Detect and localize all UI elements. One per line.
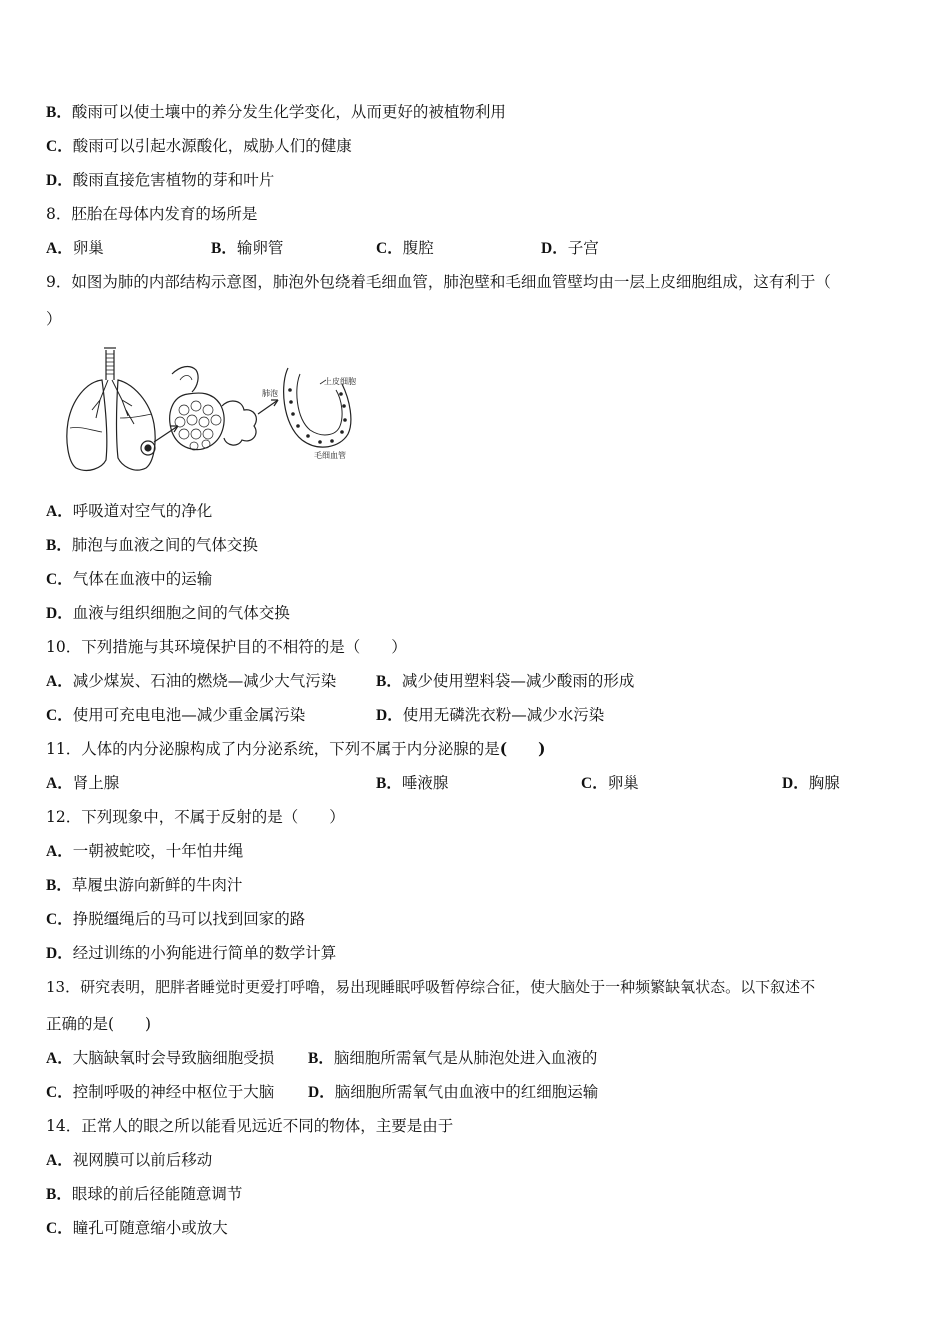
q13-options-row1 (46, 1048, 906, 1068)
q10-option-d: D．使用无磷洗衣粉—减少水污染 (376, 706, 605, 724)
q10-options-row1 (46, 671, 906, 691)
q11-option-d: D．胸腺 (782, 774, 840, 792)
label-alveolus: 肺泡 (262, 389, 278, 398)
q12-stem: 12．下列现象中，不属于反射的是（ ） (46, 808, 345, 826)
q13-option-a: A．大脑缺氧时会导致脑细胞受损 (46, 1049, 275, 1067)
q14-stem: 14．正常人的眼之所以能看见远近不同的物体，主要是由于 (46, 1117, 454, 1135)
q11-answer-paren: ( ) (499, 739, 546, 758)
lung-structure-figure (62, 340, 372, 476)
q11-option-a: A．肾上腺 (46, 774, 120, 792)
q9-option-c: C．气体在血液中的运输 (46, 570, 213, 588)
q14-option-c: C．瞳孔可随意缩小或放大 (46, 1219, 228, 1237)
q7-option-c: C．酸雨可以引起水源酸化，威胁人们的健康 (46, 137, 352, 155)
q11-stem: 11．人体的内分泌腺构成了内分泌系统，下列不属于内分泌腺的是( ) (46, 739, 546, 758)
q9-stem-end: ） (46, 310, 62, 328)
q13-options-row2 (46, 1082, 906, 1102)
label-epithelium: 上皮细胞 (324, 377, 356, 386)
q7-option-d: D．酸雨直接危害植物的芽和叶片 (46, 171, 275, 189)
q12-option-a: A．一朝被蛇咬，十年怕井绳 (46, 842, 244, 860)
q11-option-c: C．卵巢 (581, 774, 639, 792)
q12-option-d: D．经过训练的小狗能进行简单的数学计算 (46, 944, 337, 962)
q8-option-d: D．子宫 (541, 239, 599, 257)
q10-option-a: A．减少煤炭、石油的燃烧—减少大气污染 (46, 672, 337, 690)
q7-option-b: B．酸雨可以使土壤中的养分发生化学变化，从而更好的被植物利用 (46, 103, 506, 121)
q14-option-a: A．视网膜可以前后移动 (46, 1151, 213, 1169)
alveolus-bubbles (222, 401, 256, 445)
label-capillary: 毛细血管 (314, 451, 346, 460)
trachea (106, 350, 114, 380)
q10-stem: 10．下列措施与其环境保护目的不相符的是（ ） (46, 638, 407, 656)
q12-option-c: C．挣脱缰绳后的马可以找到回家的路 (46, 910, 306, 928)
q11-options (46, 773, 906, 793)
q8-option-c: C．腹腔 (376, 239, 434, 257)
q13-option-d: D．脑细胞所需氧气由血液中的红细胞运输 (308, 1083, 599, 1101)
q11-option-b: B．唾液腺 (376, 774, 449, 792)
q10-option-c: C．使用可充电电池—减少重金属污染 (46, 706, 306, 724)
q8-options (46, 238, 906, 258)
q13-option-b: B．脑细胞所需氧气是从肺泡处进入血液的 (308, 1049, 598, 1067)
q9-option-b: B．肺泡与血液之间的气体交换 (46, 536, 258, 554)
q9-option-a: A．呼吸道对空气的净化 (46, 502, 213, 520)
left-lung (67, 380, 107, 470)
q10-options-row2 (46, 705, 906, 725)
q8-option-b: B．输卵管 (211, 239, 284, 257)
q9-option-d: D．血液与组织细胞之间的气体交换 (46, 604, 290, 622)
q13-stem-cont: 正确的是( ) (46, 1015, 152, 1033)
q10-option-b: B．减少使用塑料袋—减少酸雨的形成 (376, 672, 635, 690)
q13-stem: 13．研究表明，肥胖者睡觉时更爱打呼噜，易出现睡眠呼吸暂停综合征，使大脑处于一种频繁缺氧状态。以下叙述不 (46, 978, 816, 996)
q8-option-a: A．卵巢 (46, 239, 104, 257)
q13-option-c: C．控制呼吸的神经中枢位于大脑 (46, 1083, 275, 1101)
q14-option-b: B．眼球的前后径能随意调节 (46, 1185, 243, 1203)
q9-stem: 9．如图为肺的内部结构示意图，肺泡外包绕着毛细血管，肺泡壁和毛细血管壁均由一层上皮细胞组成，这有利于（ (46, 273, 831, 291)
lung-diagram (62, 340, 372, 476)
q8-stem: 8．胚胎在母体内发育的场所是 (46, 205, 258, 223)
right-lung (117, 380, 156, 470)
q12-option-b: B．草履虫游向新鲜的牛肉汁 (46, 876, 243, 894)
